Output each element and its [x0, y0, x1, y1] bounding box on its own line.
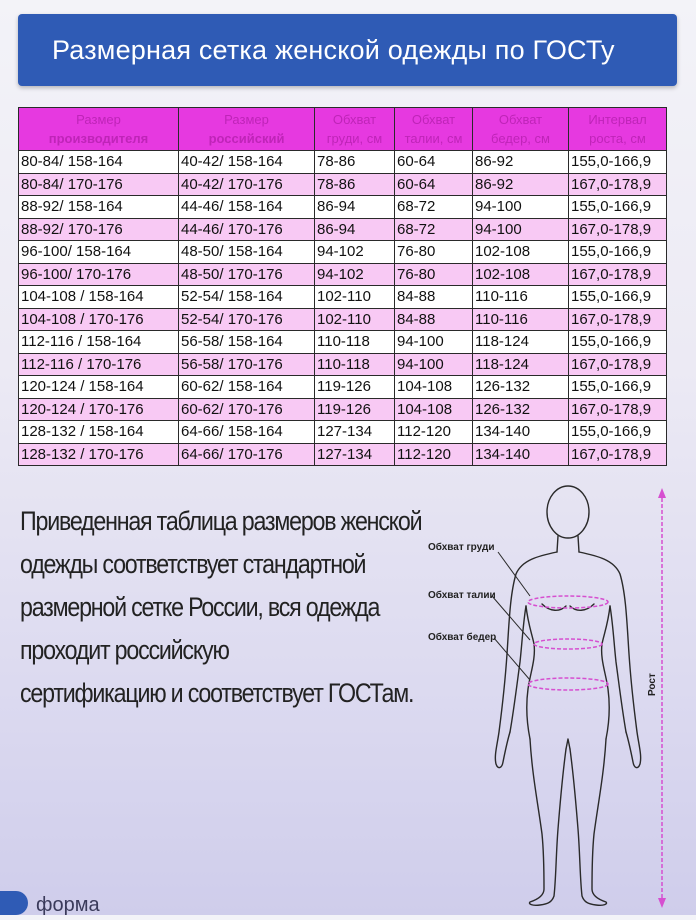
description-text [20, 500, 433, 715]
cell-hips: 126-132 [473, 398, 569, 421]
header-waist: Обхват талии, см [395, 108, 473, 151]
cell-waist: 60-64 [395, 151, 473, 174]
table-row [19, 376, 667, 399]
table-row [19, 241, 667, 264]
waist-label: Обхват талии [428, 590, 496, 601]
cell-hips: 118-124 [473, 331, 569, 354]
cell-height-range: 167,0-178,9 [569, 353, 667, 376]
cell-waist: 68-72 [395, 218, 473, 241]
description-line: одежды соответствует стандартной [20, 549, 366, 579]
cell-chest: 127-134 [315, 421, 395, 444]
cell-hips: 134-140 [473, 421, 569, 444]
header-russian-size: Размер российский [179, 108, 315, 151]
cell-waist: 84-88 [395, 286, 473, 309]
table-header-row [19, 108, 667, 151]
size-table [18, 107, 667, 466]
table-row [19, 196, 667, 219]
description-line: проходит российскую [20, 635, 229, 665]
cell-russian-size: 60-62/ 170-176 [179, 398, 315, 421]
cell-maker-size: 80-84/ 158-164 [19, 151, 179, 174]
cell-hips: 110-116 [473, 308, 569, 331]
cell-height-range: 155,0-166,9 [569, 196, 667, 219]
cell-waist: 112-120 [395, 421, 473, 444]
table-row [19, 218, 667, 241]
cell-russian-size: 64-66/ 170-176 [179, 443, 315, 466]
body-measurement-figure [410, 484, 696, 915]
cell-chest: 78-86 [315, 151, 395, 174]
cell-chest: 86-94 [315, 196, 395, 219]
cell-height-range: 155,0-166,9 [569, 331, 667, 354]
cell-chest: 86-94 [315, 218, 395, 241]
cell-height-range: 167,0-178,9 [569, 263, 667, 286]
cell-chest: 110-118 [315, 353, 395, 376]
cell-maker-size: 96-100/ 158-164 [19, 241, 179, 264]
cell-hips: 118-124 [473, 353, 569, 376]
cell-russian-size: 48-50/ 158-164 [179, 241, 315, 264]
cell-waist: 84-88 [395, 308, 473, 331]
cell-russian-size: 64-66/ 158-164 [179, 421, 315, 444]
header-height: Интервал роста, см [569, 108, 667, 151]
cell-hips: 86-92 [473, 151, 569, 174]
hips-label: Обхват бедер [428, 632, 497, 643]
table-row [19, 331, 667, 354]
cell-hips: 134-140 [473, 443, 569, 466]
cell-chest: 102-110 [315, 286, 395, 309]
cell-russian-size: 40-42/ 170-176 [179, 173, 315, 196]
description-line: размерной сетке России, вся одежда [20, 592, 380, 622]
table-row [19, 308, 667, 331]
cell-russian-size: 48-50/ 170-176 [179, 263, 315, 286]
cell-waist: 60-64 [395, 173, 473, 196]
cell-height-range: 167,0-178,9 [569, 218, 667, 241]
cell-height-range: 167,0-178,9 [569, 173, 667, 196]
cell-maker-size: 88-92/ 158-164 [19, 196, 179, 219]
cell-russian-size: 44-46/ 158-164 [179, 196, 315, 219]
cell-maker-size: 120-124 / 158-164 [19, 376, 179, 399]
header-maker-size: Размер производителя [19, 108, 179, 151]
cell-waist: 94-100 [395, 353, 473, 376]
table-row [19, 443, 667, 466]
cell-height-range: 155,0-166,9 [569, 421, 667, 444]
cell-waist: 76-80 [395, 263, 473, 286]
header-hips: Обхват бедер, см [473, 108, 569, 151]
cell-russian-size: 60-62/ 158-164 [179, 376, 315, 399]
cell-chest: 94-102 [315, 241, 395, 264]
cell-chest: 102-110 [315, 308, 395, 331]
cell-height-range: 167,0-178,9 [569, 443, 667, 466]
table-row [19, 398, 667, 421]
title-banner [18, 14, 677, 86]
cell-waist: 68-72 [395, 196, 473, 219]
cell-chest: 127-134 [315, 443, 395, 466]
cell-chest: 119-126 [315, 398, 395, 421]
cell-chest: 119-126 [315, 376, 395, 399]
cell-maker-size: 128-132 / 170-176 [19, 443, 179, 466]
table-row [19, 286, 667, 309]
cell-maker-size: 88-92/ 170-176 [19, 218, 179, 241]
cell-maker-size: 104-108 / 170-176 [19, 308, 179, 331]
cell-maker-size: 96-100/ 170-176 [19, 263, 179, 286]
cell-hips: 126-132 [473, 376, 569, 399]
cell-russian-size: 56-58/ 158-164 [179, 331, 315, 354]
table-row [19, 353, 667, 376]
brand-logo [0, 890, 100, 915]
cell-height-range: 167,0-178,9 [569, 398, 667, 421]
cell-russian-size: 44-46/ 170-176 [179, 218, 315, 241]
cell-waist: 112-120 [395, 443, 473, 466]
description-line: Приведенная таблица размеров женской [20, 506, 422, 536]
cell-maker-size: 112-116 / 170-176 [19, 353, 179, 376]
cell-waist: 76-80 [395, 241, 473, 264]
page-title: Размерная сетка женской одежды по ГОСТу [52, 34, 615, 65]
height-label: Рост [647, 673, 658, 696]
cell-russian-size: 52-54/ 170-176 [179, 308, 315, 331]
cell-maker-size: 80-84/ 170-176 [19, 173, 179, 196]
cell-hips: 94-100 [473, 218, 569, 241]
cell-hips: 110-116 [473, 286, 569, 309]
cell-russian-size: 40-42/ 158-164 [179, 151, 315, 174]
cell-hips: 94-100 [473, 196, 569, 219]
cell-hips: 102-108 [473, 241, 569, 264]
cell-maker-size: 120-124 / 170-176 [19, 398, 179, 421]
cell-russian-size: 52-54/ 158-164 [179, 286, 315, 309]
brand-mark-icon [0, 891, 28, 915]
cell-height-range: 155,0-166,9 [569, 241, 667, 264]
cell-russian-size: 56-58/ 170-176 [179, 353, 315, 376]
table-row [19, 263, 667, 286]
table-row [19, 173, 667, 196]
cell-waist: 104-108 [395, 398, 473, 421]
cell-waist: 94-100 [395, 331, 473, 354]
header-chest: Обхват груди, см [315, 108, 395, 151]
cell-chest: 110-118 [315, 331, 395, 354]
cell-height-range: 155,0-166,9 [569, 286, 667, 309]
table-row [19, 151, 667, 174]
cell-maker-size: 128-132 / 158-164 [19, 421, 179, 444]
description-line: сертификацию и соответствует ГОСТам. [20, 678, 414, 708]
cell-hips: 102-108 [473, 263, 569, 286]
cell-waist: 104-108 [395, 376, 473, 399]
cell-maker-size: 112-116 / 158-164 [19, 331, 179, 354]
cell-hips: 86-92 [473, 173, 569, 196]
cell-chest: 78-86 [315, 173, 395, 196]
brand-name: форма [36, 894, 100, 916]
cell-chest: 94-102 [315, 263, 395, 286]
cell-height-range: 155,0-166,9 [569, 151, 667, 174]
cell-maker-size: 104-108 / 158-164 [19, 286, 179, 309]
cell-height-range: 155,0-166,9 [569, 376, 667, 399]
cell-height-range: 167,0-178,9 [569, 308, 667, 331]
table-row [19, 421, 667, 444]
chest-label: Обхват груди [428, 542, 495, 553]
